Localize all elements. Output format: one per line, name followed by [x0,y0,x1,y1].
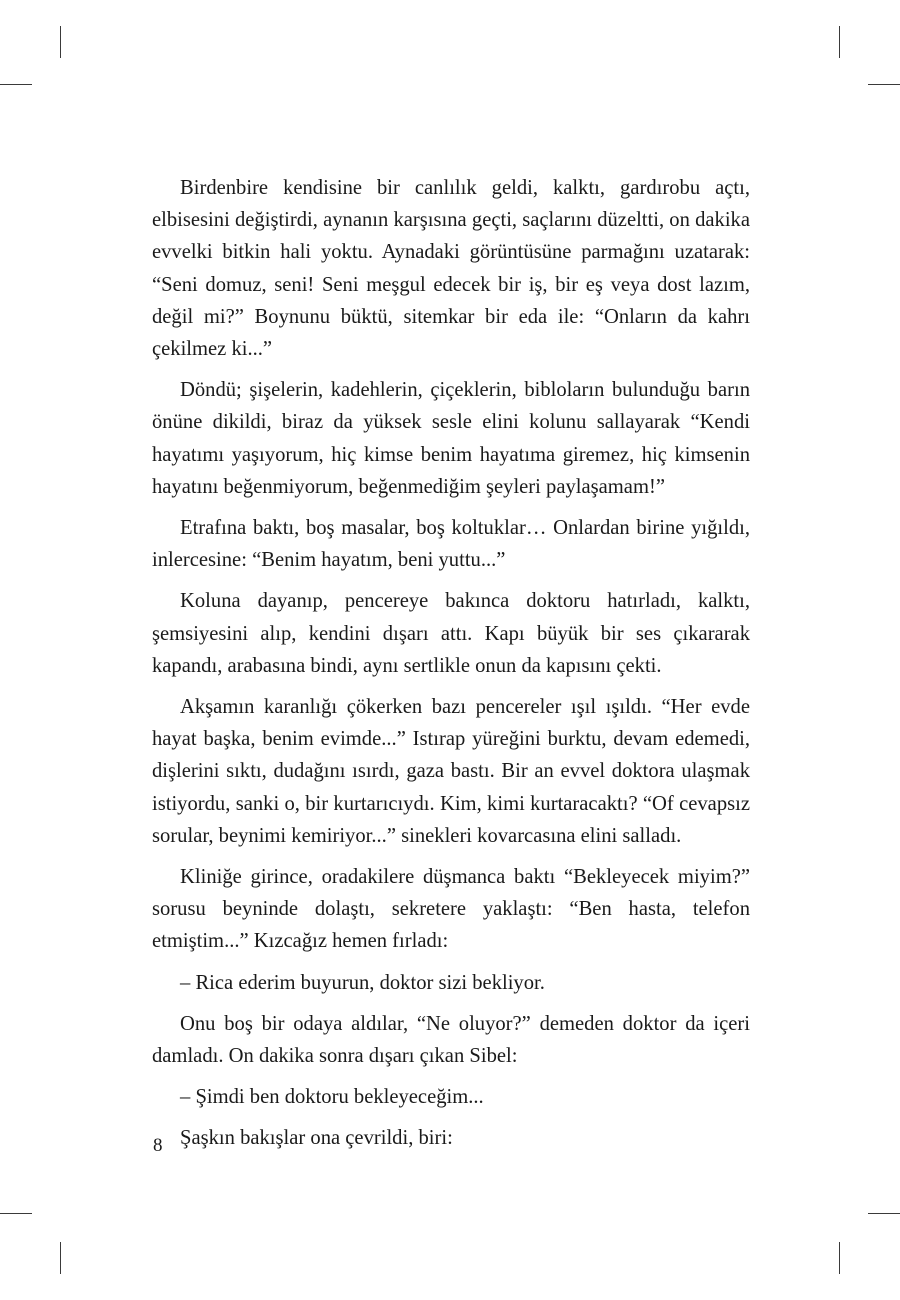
crop-mark-top-right-vertical [839,26,840,58]
crop-mark-top-left-horizontal [0,84,32,85]
crop-mark-top-right-horizontal [868,84,900,85]
page-number: 8 [153,1135,163,1156]
paragraph: – Rica ederim buyurun, doktor sizi bekliyor. [180,971,545,994]
paragraph: Birdenbire kendisine bir canlılık geldi, kalktı, gardırobu açtı, elbisesini değiştirdi, aynanın karşısına geçti, saçlarını düzeltti, on dakika evvelki bitkin hali yoktu. Aynadaki görüntüsüne parmağını uzatarak: “Seni domuz, seni! Seni meşgul edecek bir iş, bir eş veya dost lazım, değil mi?” Boynunu büktü, sitemkar bir eda ile: “Onların da kahrı çekilmez ki...” [152,177,750,361]
crop-mark-bottom-right-horizontal [868,1213,900,1214]
crop-mark-bottom-left-horizontal [0,1213,32,1214]
body-text [152,172,750,1164]
paragraph: – Şimdi ben doktoru bekleyeceğim... [180,1086,484,1109]
crop-mark-bottom-right-vertical [839,1242,840,1274]
crop-mark-bottom-left-vertical [60,1242,61,1274]
paragraph: Akşamın karanlığı çökerken bazı pencereler ışıl ışıldı. “Her evde hayat başka, benim evimde...” Istırap yüreğini burktu, devam edemedi, dişlerini sıktı, dudağını ısırdı, gaza bastı. Bir an evvel doktora ulaşmak istiyordu, sanki o, bir kurtarıcıydı. Kim, kimi kurtaracaktı? “Of cevapsız sorular, beynimi kemiriyor...” sinekleri kovarcasına elini salladı. [152,696,750,847]
paragraph: Döndü; şişelerin, kadehlerin, çiçeklerin, bibloların bulunduğu barın önüne dikildi, biraz da yüksek sesle elini kolunu sallayarak “Kendi hayatımı yaşıyorum, hiç kimse benim hayatıma giremez, hiç kimsenin hayatını beğenmiyorum, beğenmediğim şeyleri paylaşamam!” [152,379,750,498]
crop-mark-top-left-vertical [60,26,61,58]
paragraph: Koluna dayanıp, pencereye bakınca doktoru hatırladı, kalktı, şemsiyesini alıp, kendini dışarı attı. Kapı büyük bir ses çıkararak kapandı, arabasına bindi, aynı sertlikle onun da kapısını çekti. [152,590,750,677]
paragraph: Etrafına baktı, boş masalar, boş koltuklar… Onlardan birine yığıldı, inlercesine: “Benim hayatım, beni yuttu...” [152,517,750,572]
paragraph: Kliniğe girince, oradakilere düşmanca baktı “Bekleyecek miyim?” sorusu beyninde dolaştı, sekretere yaklaştı: “Ben hasta, telefon etmiştim...” Kızcağız hemen fırladı: [152,866,750,953]
paragraph: Şaşkın bakışlar ona çevrildi, biri: [180,1127,453,1150]
paragraph: Onu boş bir odaya aldılar, “Ne oluyor?” demeden doktor da içeri damladı. On dakika sonra dışarı çıkan Sibel: [152,1012,750,1068]
